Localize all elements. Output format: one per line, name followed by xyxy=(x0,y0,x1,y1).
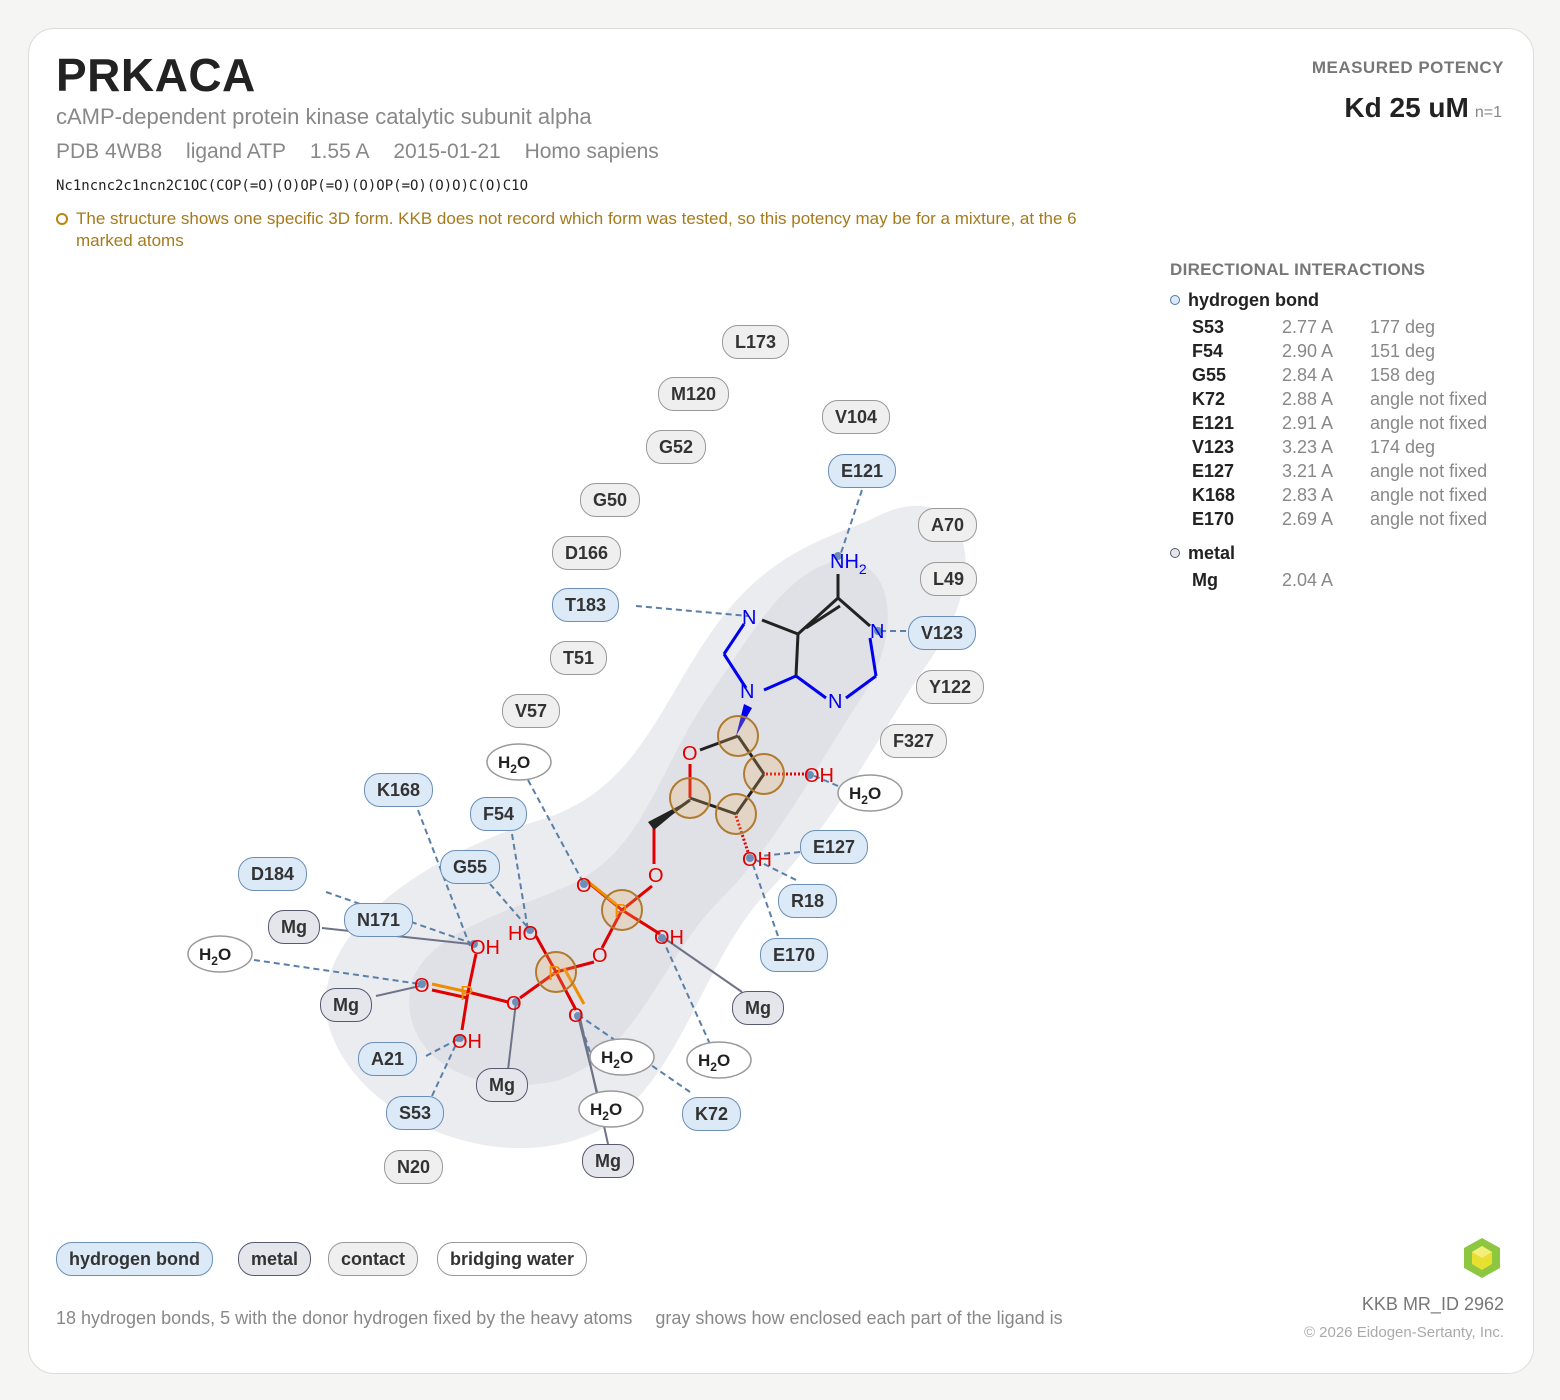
interactions-heading: DIRECTIONAL INTERACTIONS xyxy=(1170,260,1426,279)
svg-text:H2O: $H_2O$ xyxy=(698,1051,731,1074)
residue-R18[interactable]: R18 xyxy=(778,884,837,918)
stereo-marker xyxy=(744,754,784,794)
copyright: © 2026 Eidogen-Sertanty, Inc. xyxy=(1303,1324,1504,1341)
stereo-marker xyxy=(718,716,758,756)
metal-mg[interactable]: Mg xyxy=(320,988,372,1022)
potency-n: n=1 xyxy=(1474,104,1502,121)
metal-dist: 2.04 A xyxy=(1282,570,1334,590)
residue-G55[interactable]: G55 xyxy=(440,850,500,884)
svg-text:H2O: $H_2O$ xyxy=(498,753,531,776)
residue-T51[interactable]: T51 xyxy=(550,641,607,675)
residue-T183[interactable]: T183 xyxy=(552,588,619,622)
hbond-dist: 2.88 A xyxy=(1282,389,1334,409)
residue-A70[interactable]: A70 xyxy=(918,508,977,542)
water xyxy=(579,1091,643,1127)
metal-mg[interactable]: Mg xyxy=(732,991,784,1025)
hbond-category-label: hydrogen bond xyxy=(1188,290,1319,310)
residue-N20[interactable]: N20 xyxy=(384,1150,443,1184)
metal-mg[interactable]: Mg xyxy=(476,1068,528,1102)
water xyxy=(838,775,902,811)
atom-o: O xyxy=(576,875,592,897)
hbond-res: E127 xyxy=(1192,461,1235,481)
atom-o: O xyxy=(648,865,664,887)
atom-p: P xyxy=(548,963,562,985)
legend-metal: metal xyxy=(238,1242,311,1276)
organism: Homo sapiens xyxy=(524,140,659,163)
hbond-dist: 2.69 A xyxy=(1282,509,1334,529)
hbond-dist: 2.83 A xyxy=(1282,485,1334,505)
hbond-summary: 18 hydrogen bonds, 5 with the donor hydrogen fixed by the heavy atoms xyxy=(56,1308,633,1328)
svg-text:H2O: $H_2O$ xyxy=(590,1100,623,1123)
hbond-dist: 2.91 A xyxy=(1282,413,1334,433)
smiles-string: Nc1ncnc2c1ncn2C1OC(COP(=O)(O)OP(=O)(O)OP(=O)(O)O)C(O)C1O xyxy=(56,178,529,194)
hbond-res: K72 xyxy=(1192,389,1226,409)
metal-category-label: metal xyxy=(1188,543,1236,563)
ligand-id: ligand ATP xyxy=(186,140,287,163)
hbond-res: F54 xyxy=(1192,341,1224,361)
hbond-angle: 177 deg xyxy=(1370,317,1436,337)
residue-D166[interactable]: D166 xyxy=(552,536,621,570)
stereo-marker xyxy=(670,778,710,818)
residue-K168[interactable]: K168 xyxy=(364,773,433,807)
potency-kd: Kd 25 uM xyxy=(1344,92,1469,123)
residue-L49[interactable]: L49 xyxy=(920,562,977,596)
pdb-id: PDB 4WB8 xyxy=(56,140,163,163)
atom-n: N xyxy=(740,681,755,703)
legend-hbond: hydrogen bond xyxy=(56,1242,213,1276)
atom-o: O xyxy=(414,975,430,997)
atom-ho: HO xyxy=(508,923,538,945)
atom-p: P xyxy=(614,901,628,923)
hbond-res: G55 xyxy=(1192,365,1227,385)
page-title: PRKACA xyxy=(56,49,256,101)
svg-text:H2O: $H_2O$ xyxy=(601,1048,634,1071)
atom-oh: OH xyxy=(654,927,684,949)
warning-text: The structure shows one specific 3D form. KKB does not record which form was tested, so this potency may be for a mixture, at the 6 marked atoms xyxy=(76,209,1077,250)
enclosure-note: gray shows how enclosed each part of the ligand is xyxy=(655,1308,1063,1328)
residue-V104[interactable]: V104 xyxy=(822,400,890,434)
residue-N171[interactable]: N171 xyxy=(344,903,413,937)
mr-id: KKB MR_ID 2962 xyxy=(1361,1294,1504,1314)
atom-n: N xyxy=(870,621,885,643)
residue-E127[interactable]: E127 xyxy=(800,830,868,864)
atom-p: P xyxy=(460,983,474,1005)
hbond-dist: 2.77 A xyxy=(1282,317,1334,337)
atom-o: O xyxy=(568,1005,584,1027)
residue-L173[interactable]: L173 xyxy=(722,325,789,359)
residue-K72[interactable]: K72 xyxy=(682,1097,741,1131)
eidogen-logo-icon xyxy=(1460,1236,1504,1280)
hbond-res: E121 xyxy=(1192,413,1235,433)
hbond-res: E170 xyxy=(1192,509,1235,529)
water xyxy=(687,1042,751,1078)
potency-label: MEASURED POTENCY xyxy=(1311,58,1504,77)
residue-M120[interactable]: M120 xyxy=(658,377,729,411)
atom-oh: OH xyxy=(452,1031,482,1053)
residue-G52[interactable]: G52 xyxy=(646,430,706,464)
hbond-angle: angle not fixed xyxy=(1370,389,1488,409)
water xyxy=(590,1039,654,1075)
legend-bridging-water: bridging water xyxy=(437,1242,587,1276)
water xyxy=(487,744,551,780)
residue-S53[interactable]: S53 xyxy=(386,1096,444,1130)
hbond-angle: angle not fixed xyxy=(1370,485,1488,505)
legend-contact: contact xyxy=(328,1242,418,1276)
metal-mg[interactable]: Mg xyxy=(582,1144,634,1178)
atom-nh2: $NH_2$ xyxy=(830,551,867,577)
residue-D184[interactable]: D184 xyxy=(238,857,307,891)
protein-name: cAMP-dependent protein kinase catalytic subunit alpha xyxy=(56,104,592,129)
hbond-dist: 2.84 A xyxy=(1282,365,1334,385)
atom-n: N xyxy=(742,607,757,629)
residue-Y122[interactable]: Y122 xyxy=(916,670,984,704)
atom-o: O xyxy=(682,743,698,765)
hbond-dist: 3.23 A xyxy=(1282,437,1334,457)
release-date: 2015-01-21 xyxy=(393,140,501,163)
hbond-dist: 3.21 A xyxy=(1282,461,1334,481)
residue-A21[interactable]: A21 xyxy=(358,1042,417,1076)
hbond-angle: angle not fixed xyxy=(1370,509,1488,529)
stereo-marker xyxy=(716,794,756,834)
metal-res: Mg xyxy=(1192,570,1218,590)
metal-mg[interactable]: Mg xyxy=(268,910,320,944)
hbond-angle: 158 deg xyxy=(1370,365,1436,385)
footer-notes xyxy=(56,1308,1081,1329)
residue-E121[interactable]: E121 xyxy=(828,454,896,488)
residue-G50[interactable]: G50 xyxy=(580,483,640,517)
hbond-res: S53 xyxy=(1192,317,1225,337)
residue-E170[interactable]: E170 xyxy=(760,938,828,972)
hbond-dist: 2.90 A xyxy=(1282,341,1334,361)
atom-oh: OH xyxy=(470,937,500,959)
atom-oh: OH xyxy=(742,849,772,871)
hbond-angle: 151 deg xyxy=(1370,341,1436,361)
atom-o: O xyxy=(592,945,608,967)
hbond-angle: angle not fixed xyxy=(1370,461,1488,481)
atom-oh: OH xyxy=(804,765,834,787)
residue-F327[interactable]: F327 xyxy=(880,724,947,758)
hbond-angle: 174 deg xyxy=(1370,437,1436,457)
water xyxy=(188,936,252,972)
hbond-res: K168 xyxy=(1192,485,1236,505)
svg-text:H2O: $H_2O$ xyxy=(849,784,882,807)
atom-o: O xyxy=(506,993,522,1015)
svg-text:H2O: $H_2O$ xyxy=(199,945,232,968)
residue-V57[interactable]: V57 xyxy=(502,694,560,728)
bond xyxy=(796,634,798,676)
residue-F54[interactable]: F54 xyxy=(470,797,527,831)
resolution: 1.55 A xyxy=(309,140,370,163)
hbond-angle: angle not fixed xyxy=(1370,413,1488,433)
atom-n: N xyxy=(828,691,843,713)
hbond-res: V123 xyxy=(1192,437,1235,457)
residue-V123[interactable]: V123 xyxy=(908,616,976,650)
